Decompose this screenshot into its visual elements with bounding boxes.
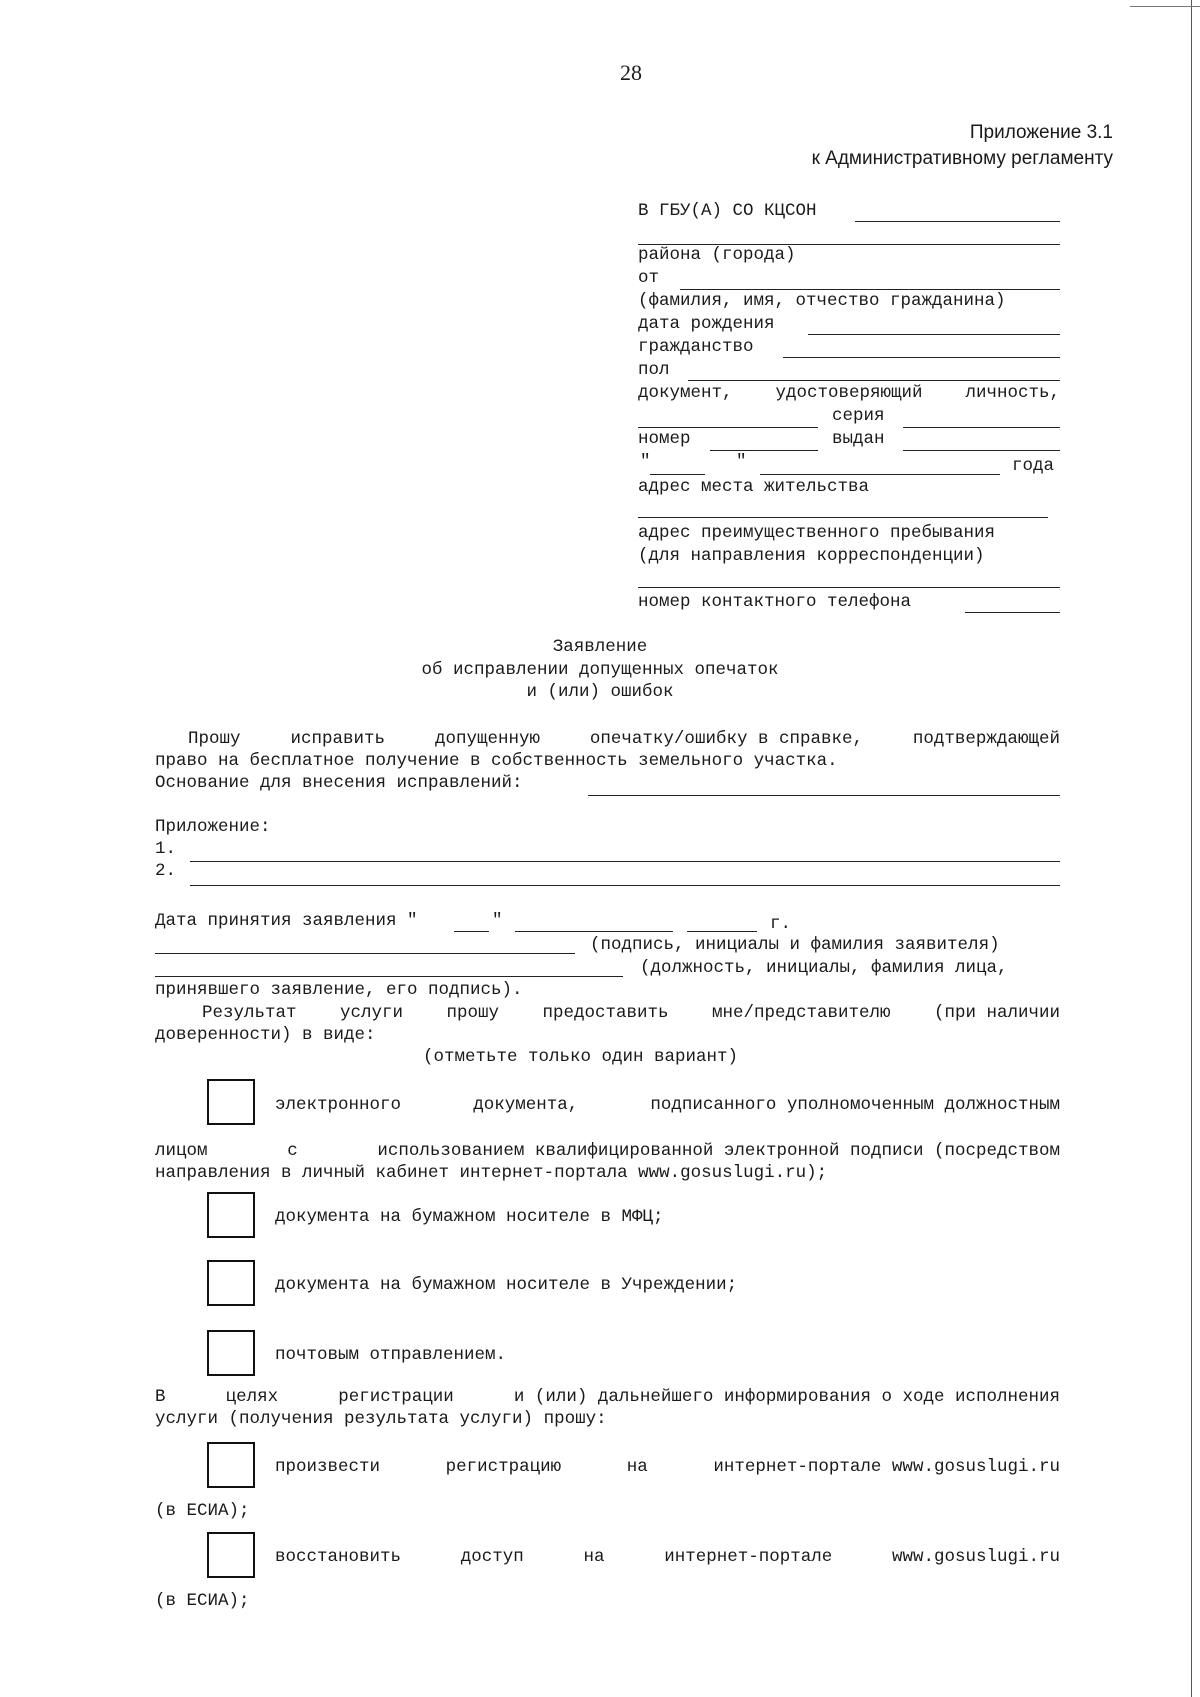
citizenship-label: гражданство <box>638 337 754 357</box>
attachment-item-1-field[interactable] <box>190 861 1060 862</box>
doc-title-line2: об исправлении допущенных опечаток <box>421 660 779 680</box>
residence-field[interactable] <box>638 517 1048 518</box>
month-field[interactable] <box>760 474 1000 475</box>
number-label: номер <box>638 429 691 449</box>
result-text: Результат услуги прошу предоставить мне/представителю (при наличии <box>202 1003 1060 1023</box>
sex-label: пол <box>638 360 670 380</box>
acceptance-date-quote: " <box>492 911 503 931</box>
acceptance-day-field[interactable] <box>454 931 489 932</box>
appendix-title: Приложение 3.1 <box>969 122 1113 143</box>
option-electronic-checkbox[interactable] <box>207 1079 255 1125</box>
from-label: от <box>638 268 660 288</box>
option-electronic-label: электронного документа, подписанного уполномоченным должностным <box>275 1095 1060 1115</box>
scan-edge <box>1191 0 1192 1697</box>
acceptance-month-field[interactable] <box>515 931 673 932</box>
page-number: 28 <box>620 60 642 85</box>
attachment-item-2-field[interactable] <box>190 885 1060 886</box>
acceptance-year-field[interactable] <box>687 931 757 932</box>
option-mail-checkbox[interactable] <box>207 1330 255 1376</box>
phone-field[interactable] <box>965 612 1060 613</box>
citizenship-field[interactable] <box>783 357 1060 358</box>
district-label: района (города) <box>638 245 796 265</box>
stay-address-field[interactable] <box>638 587 1060 588</box>
request-text: Прошу исправить допущенную опечатку/ошибку в справке, подтверждающей <box>188 729 1060 749</box>
basis-label: Основание для внесения исправлений: <box>155 773 523 793</box>
attachment-item-2-label: 2. <box>155 861 177 881</box>
option-institution-label: документа на бумажном носителе в Учреждении; <box>275 1275 738 1295</box>
issued-field[interactable] <box>903 450 1060 451</box>
quote-close: " <box>736 452 747 472</box>
fio-hint: (фамилия, имя, отчество гражданина) <box>638 291 1006 311</box>
issued-label: выдан <box>832 429 885 449</box>
phone-label: номер контактного телефона <box>638 592 912 612</box>
quote-open: " <box>640 452 651 472</box>
stay-address-hint: (для направления корреспонденции) <box>638 546 985 566</box>
appendix-subtitle: к Административному регламенту <box>811 148 1113 169</box>
option-mfc-checkbox[interactable] <box>207 1192 255 1238</box>
option-institution-checkbox[interactable] <box>207 1260 255 1306</box>
day-field[interactable] <box>650 474 705 475</box>
registration-intro-2: услуги (получения результата услуги) прошу: <box>155 1409 607 1429</box>
restore-esia-note: (в ЕСИА); <box>155 1591 250 1611</box>
official-signature-hint-2: принявшего заявление, его подпись). <box>155 980 523 1000</box>
year-abbr: г. <box>770 914 792 934</box>
restore-access-label: восстановить доступ на интернет-портале www.gosuslugi.ru <box>275 1547 1060 1567</box>
option-electronic-label-3: направления в личный кабинет интернет-портала www.gosuslugi.ru); <box>155 1163 828 1183</box>
birth-date-field[interactable] <box>808 334 1060 335</box>
series-label: серия <box>832 406 885 426</box>
number-field[interactable] <box>710 450 818 451</box>
option-mail-label: почтовым отправлением. <box>275 1345 507 1365</box>
stay-address-label: адрес преимущественного пребывания <box>638 523 996 543</box>
applicant-signature-field[interactable] <box>155 953 575 954</box>
restore-access-checkbox[interactable] <box>207 1532 255 1578</box>
result-text-line2: доверенности) в виде: <box>155 1025 376 1045</box>
id-doc-label: документ, удостоверяющий личность, <box>638 383 1060 403</box>
attachment-item-1-label: 1. <box>155 839 177 859</box>
acceptance-date-label: Дата принятия заявления " <box>155 911 418 931</box>
choose-one-hint: (отметьте только один вариант) <box>423 1047 739 1067</box>
request-text-line2: право на бесплатное получение в собственность земельного участка. <box>155 751 838 771</box>
to-field[interactable] <box>855 221 1060 222</box>
register-esia-note: (в ЕСИА); <box>155 1501 250 1521</box>
basis-field[interactable] <box>588 795 1060 796</box>
option-electronic-label-2: лицом с использованием квалифицированной электронной подписи (посредством <box>155 1141 1060 1161</box>
doc-title: Заявление <box>552 637 648 657</box>
birth-date-label: дата рождения <box>638 314 775 334</box>
attachment-label: Приложение: <box>155 817 271 837</box>
doc-title-line3: и (или) ошибок <box>526 682 674 702</box>
option-mfc-label: документа на бумажном носителе в МФЦ; <box>275 1207 664 1227</box>
scan-edge-top <box>1130 6 1200 7</box>
series-field[interactable] <box>903 427 1060 428</box>
residence-label: адрес места жительства <box>638 477 870 497</box>
official-signature-field[interactable] <box>155 976 623 977</box>
year-label: года <box>1012 456 1055 476</box>
to-label: В ГБУ(А) СО КЦСОН <box>638 201 817 221</box>
sex-field[interactable] <box>688 380 1060 381</box>
registration-intro: В целях регистрации и (или) дальнейшего информирования о ходе исполнения <box>155 1387 1060 1407</box>
official-signature-hint: (должность, инициалы, фамилия лица, <box>640 958 1008 978</box>
register-gosuslugi-label: произвести регистрацию на интернет-портале www.gosuslugi.ru <box>275 1457 1060 1477</box>
register-gosuslugi-checkbox[interactable] <box>207 1442 255 1488</box>
applicant-signature-hint: (подпись, инициалы и фамилия заявителя) <box>590 935 1000 955</box>
